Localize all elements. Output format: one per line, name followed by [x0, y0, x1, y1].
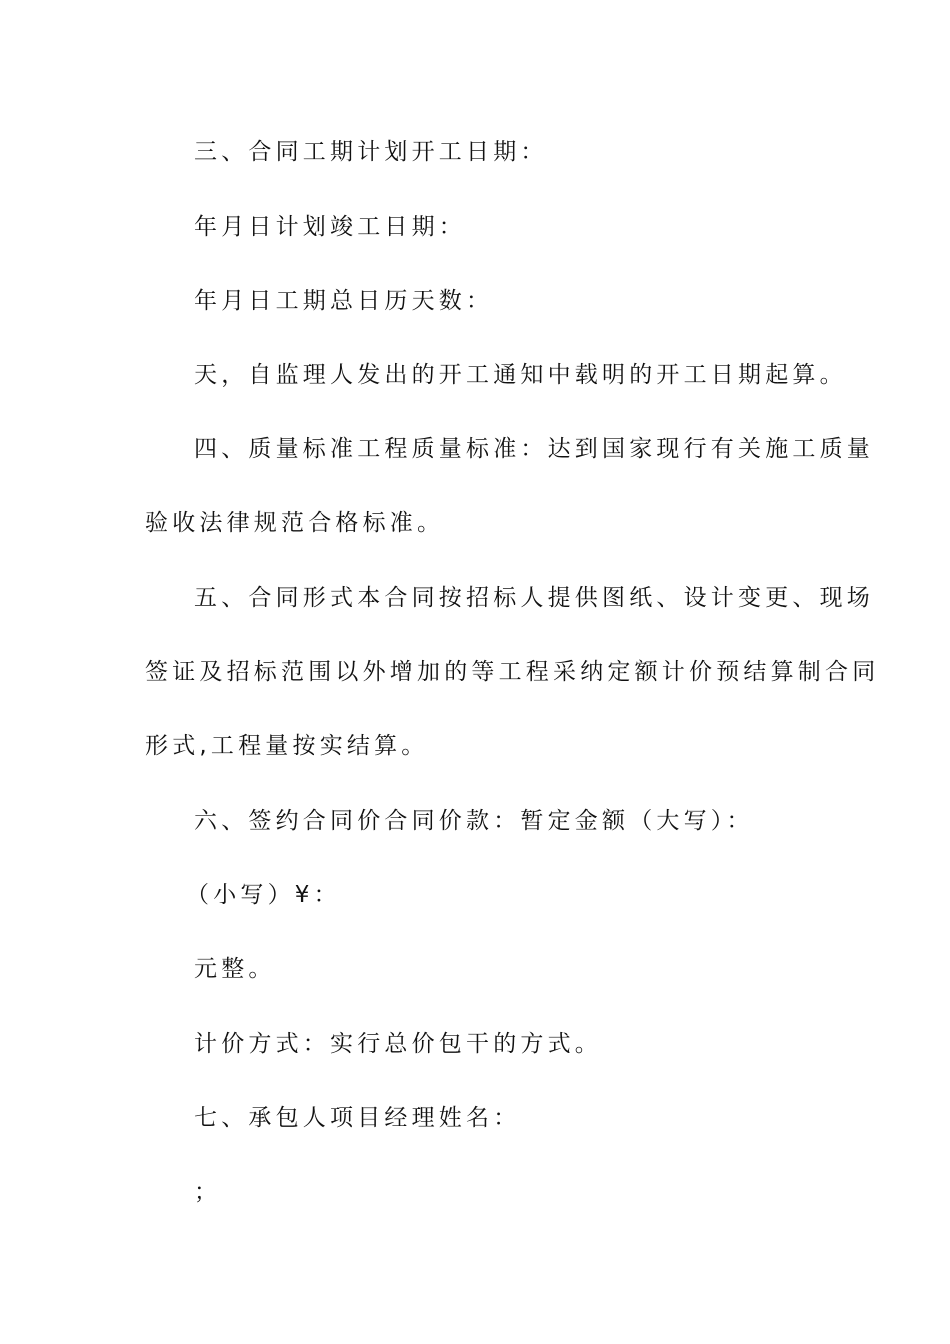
quality-standard-continued: 验收法律规范合格标准。 [145, 510, 445, 536]
trailing-semicolon: ； [194, 1179, 222, 1205]
section-6-contract-price: 六、签约合同价合同价款：暂定金额（大写）： [194, 808, 754, 834]
contract-price-unit: 元整。 [194, 956, 276, 982]
schedule-start-note: 天，自监理人发出的开工通知中载明的开工日期起算。 [194, 362, 847, 388]
pricing-method: 计价方式：实行总价包干的方式。 [194, 1031, 602, 1057]
section-4-quality-standard: 四、质量标准工程质量标准：达到国家现行有关施工质量 [194, 436, 874, 462]
contract-form-continued-2: 形式,工程量按实结算。 [145, 733, 429, 759]
schedule-completion-date: 年月日计划竣工日期： [194, 214, 466, 240]
section-3-schedule-start: 三、合同工期计划开工日期： [194, 139, 548, 165]
section-5-contract-form: 五、合同形式本合同按招标人提供图纸、设计变更、现场 [194, 585, 874, 611]
section-7-project-manager: 七、承包人项目经理姓名： [194, 1105, 521, 1131]
contract-price-lowercase: （小写）¥： [186, 882, 341, 908]
contract-form-continued-1: 签证及招标范围以外增加的等工程采纳定额计价预结算制合同 [145, 659, 880, 685]
schedule-total-days: 年月日工期总日历天数： [194, 288, 494, 314]
